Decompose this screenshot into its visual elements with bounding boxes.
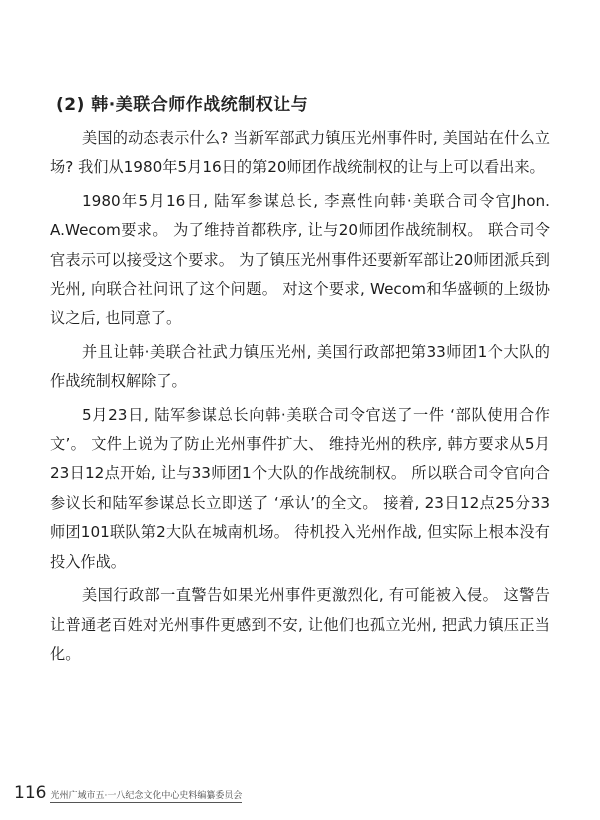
paragraph: 美国行政部一直警告如果光州事件更激烈化, 有可能被入侵。 这警告让普通老百姓对光州事件更感到不安, 让他们也孤立光州, 把武力镇压正当化。: [50, 586, 550, 663]
section-heading: (2) 韩·美联合师作战统制权让与: [56, 95, 309, 116]
body-text: [50, 124, 550, 673]
paragraph: 1980年5月16日, 陆军参谋总长, 李熹性向韩·美联合司令官Jhon. A.Wecom要求。 为了维持首都秩序, 让与20师团作战统制权。 联合司令官表示可以接受这个要求。 为了镇压光州事件还要新军部让20师团派兵到光州, 向联合社问讯了这个问题。 对这个要求, Wecom和华盛顿的上级协议之后, 也同意了。: [50, 191, 550, 328]
paragraph: 5月23日, 陆军参谋总长向韩·美联合司令官送了一件 ‘部队使用合作文’。 文件上说为了防止光州事件扩大、 维持光州的秩序, 韩方要求从5月23日12点开始, 让与33师团1个大队的作战统制权。 所以联合司令官向合参议长和陆军参谋总长立即送了 ‘承认’的全文。 接着, 23日12点25分33师团101联队第2大队在城南机场。 待机投入光州作战, 但实际上根本没有投入作战。: [50, 405, 550, 571]
page-footer: [14, 783, 242, 803]
paragraph: 美国的动态表示什么? 当新军部武力镇压光州事件时, 美国站在什么立场? 我们从1980年5月16日的第20师团作战统制权的让与上可以看出来。: [50, 129, 550, 177]
publisher-name: 光州广域市五·一八纪念文化中心史料编纂委员会: [50, 788, 242, 803]
page-number: 116: [14, 783, 47, 803]
paragraph: 并且让韩·美联合社武力镇压光州, 美国行政部把第33师团1个大队的作战统制权解除了。: [50, 342, 550, 391]
